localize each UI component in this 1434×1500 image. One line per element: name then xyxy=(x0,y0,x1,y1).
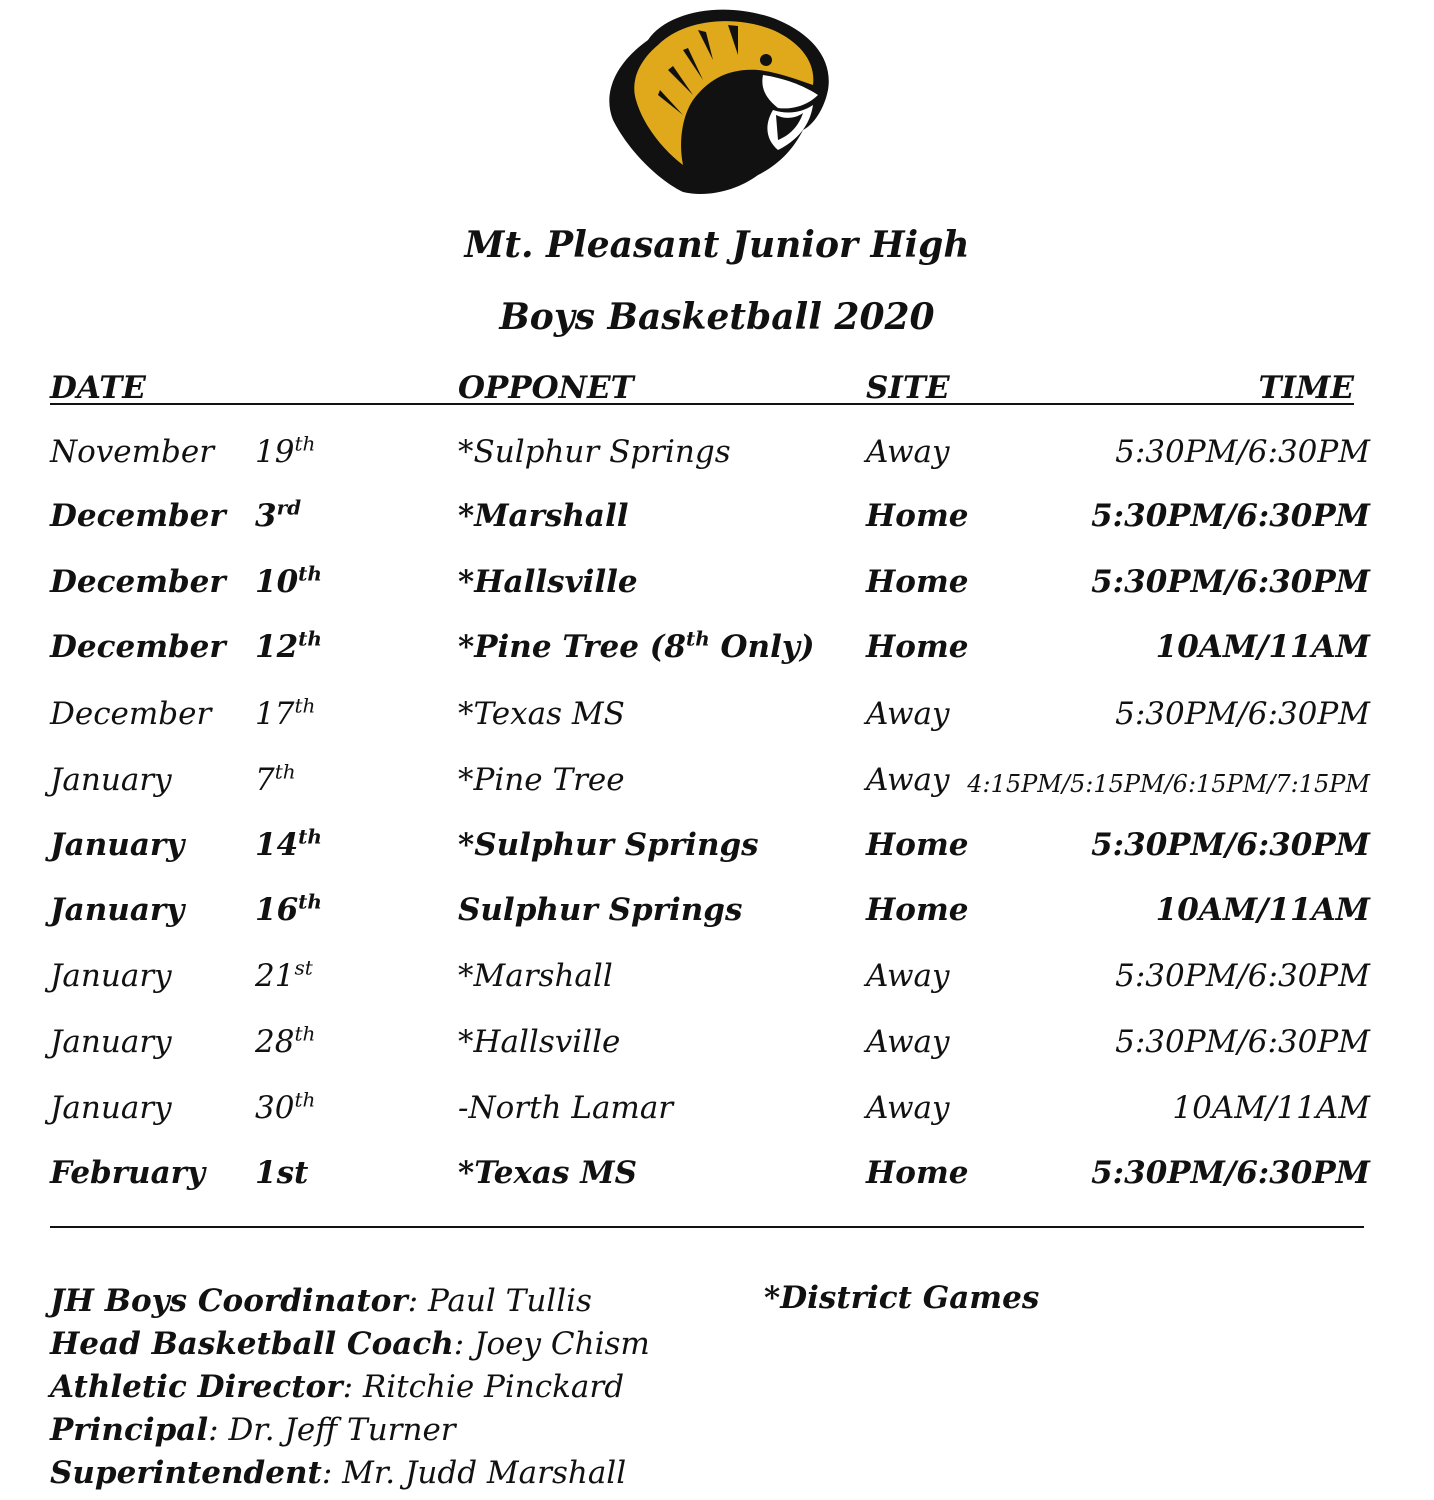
game-opponent xyxy=(458,892,742,928)
game-site: Home xyxy=(866,564,969,600)
game-site: Home xyxy=(866,498,969,534)
game-day-number: 19 xyxy=(255,434,295,470)
game-time: 5:30PM/6:30PM xyxy=(1091,827,1370,863)
game-day xyxy=(255,495,302,534)
game-day-suffix: th xyxy=(298,889,322,914)
game-day-suffix: th xyxy=(294,1087,316,1112)
staff-list xyxy=(50,1280,650,1495)
table-row xyxy=(0,619,1434,679)
game-month: December xyxy=(50,629,226,665)
table-row xyxy=(0,752,1434,812)
table-row xyxy=(0,424,1434,484)
opponent-name: *Hallsville xyxy=(458,564,638,600)
game-day-number: 16 xyxy=(255,892,299,928)
game-time: 4:15PM/5:15PM/6:15PM/7:15PM xyxy=(967,770,1370,798)
game-day xyxy=(255,889,322,928)
staff-line xyxy=(50,1452,650,1495)
staff-name: : Dr. Jeff Turner xyxy=(208,1412,456,1448)
game-opponent xyxy=(458,696,625,732)
game-month: January xyxy=(50,1090,172,1126)
game-time: 10AM/11AM xyxy=(1155,629,1370,665)
staff-name: : Mr. Judd Marshall xyxy=(321,1455,627,1491)
game-site: Away xyxy=(866,958,950,994)
game-day-suffix: th xyxy=(274,759,296,784)
header-underline xyxy=(50,403,1354,405)
game-day xyxy=(255,824,322,863)
game-site: Home xyxy=(866,629,969,665)
game-opponent xyxy=(458,498,629,534)
game-day-number: 12 xyxy=(255,629,299,665)
game-site: Away xyxy=(866,696,950,732)
game-day xyxy=(255,1021,316,1060)
game-opponent xyxy=(458,626,815,665)
opponent-name: -North Lamar xyxy=(458,1090,674,1126)
game-day xyxy=(255,1087,316,1126)
game-time: 5:30PM/6:30PM xyxy=(1091,1155,1370,1191)
staff-line xyxy=(50,1323,650,1366)
game-month: January xyxy=(50,827,185,863)
staff-line xyxy=(50,1366,650,1409)
opponent-name: *Pine Tree xyxy=(458,762,625,798)
game-month: December xyxy=(50,498,226,534)
table-row xyxy=(0,882,1434,942)
divider xyxy=(50,1226,1364,1228)
game-opponent xyxy=(458,827,759,863)
game-time: 5:30PM/6:30PM xyxy=(1115,958,1370,994)
table-row xyxy=(0,554,1434,614)
game-month: January xyxy=(50,762,172,798)
game-time: 5:30PM/6:30PM xyxy=(1115,1024,1370,1060)
game-day-number: 1st xyxy=(255,1155,309,1191)
game-site: Away xyxy=(866,1024,950,1060)
game-month: January xyxy=(50,958,172,994)
opponent-name: *Marshall xyxy=(458,958,613,994)
game-month: January xyxy=(50,892,185,928)
game-time: 5:30PM/6:30PM xyxy=(1091,564,1370,600)
opponent-name: *Sulphur Springs xyxy=(458,827,759,863)
table-row xyxy=(0,1014,1434,1074)
schedule-title: Boys Basketball 2020 xyxy=(499,296,935,338)
district-games-note: *District Games xyxy=(764,1280,1040,1316)
game-opponent xyxy=(458,1024,620,1060)
game-day xyxy=(255,561,322,600)
header-date: DATE xyxy=(50,370,146,406)
game-day-number: 17 xyxy=(255,696,295,732)
game-day-suffix: st xyxy=(294,955,313,980)
game-time: 10AM/11AM xyxy=(1172,1090,1370,1126)
game-site: Home xyxy=(866,1155,969,1191)
game-site: Home xyxy=(866,892,969,928)
game-day-number: 3 xyxy=(255,498,277,534)
staff-role: JH Boys Coordinator xyxy=(50,1283,408,1319)
table-row xyxy=(0,686,1434,746)
staff-name: : Paul Tullis xyxy=(407,1283,592,1319)
opponent-name: *Sulphur Springs xyxy=(458,434,731,470)
game-day xyxy=(255,759,296,798)
game-opponent xyxy=(458,958,613,994)
game-time: 10AM/11AM xyxy=(1155,892,1370,928)
header-time: TIME xyxy=(1258,370,1354,406)
staff-role: Head Basketball Coach xyxy=(50,1326,454,1362)
opponent-tail: Only) xyxy=(709,629,815,665)
game-day-suffix: th xyxy=(298,626,322,651)
staff-name: : Ritchie Pinckard xyxy=(342,1369,625,1405)
game-opponent xyxy=(458,762,625,798)
header-opponent: OPPONET xyxy=(458,370,634,406)
game-month: December xyxy=(50,564,226,600)
game-month: January xyxy=(50,1024,172,1060)
game-day xyxy=(255,955,313,994)
game-month: February xyxy=(50,1155,206,1191)
game-time: 5:30PM/6:30PM xyxy=(1115,696,1370,732)
game-month: December xyxy=(50,696,212,732)
game-day xyxy=(255,1155,308,1191)
game-day-number: 28 xyxy=(255,1024,295,1060)
game-day-suffix: th xyxy=(294,1021,316,1046)
game-day-number: 7 xyxy=(255,762,275,798)
opponent-sup: th xyxy=(685,626,710,651)
staff-role: Principal xyxy=(50,1412,209,1448)
staff-role: Superintendent xyxy=(50,1455,322,1491)
header-site: SITE xyxy=(866,370,950,406)
staff-line xyxy=(50,1409,650,1452)
game-day-suffix: rd xyxy=(276,495,302,520)
game-time: 5:30PM/6:30PM xyxy=(1091,498,1370,534)
game-site: Away xyxy=(866,1090,950,1126)
game-day-number: 21 xyxy=(255,958,295,994)
opponent-name: Sulphur Springs xyxy=(458,892,743,928)
game-day-number: 30 xyxy=(255,1090,295,1126)
table-row xyxy=(0,488,1434,548)
opponent-name: *Pine Tree (8 xyxy=(458,629,686,665)
game-day-suffix: th xyxy=(298,824,322,849)
table-row xyxy=(0,948,1434,1008)
game-day-number: 14 xyxy=(255,827,299,863)
game-opponent xyxy=(458,1090,673,1126)
opponent-name: *Texas MS xyxy=(458,696,625,732)
staff-name: : Joey Chism xyxy=(453,1326,650,1362)
game-month: November xyxy=(50,434,215,470)
opponent-name: *Texas MS xyxy=(458,1155,637,1191)
table-row xyxy=(0,1145,1434,1205)
tiger-head-logo xyxy=(588,0,838,200)
table-row xyxy=(0,817,1434,877)
school-title: Mt. Pleasant Junior High xyxy=(464,224,970,266)
table-row xyxy=(0,1080,1434,1140)
game-day-suffix: th xyxy=(294,431,316,456)
game-day xyxy=(255,626,322,665)
game-opponent xyxy=(458,1155,637,1191)
game-day xyxy=(255,431,316,470)
staff-role: Athletic Director xyxy=(50,1369,343,1405)
opponent-name: *Marshall xyxy=(458,498,629,534)
game-site: Away xyxy=(866,434,950,470)
staff-line xyxy=(50,1280,650,1323)
game-opponent xyxy=(458,434,731,470)
game-day-suffix: th xyxy=(298,561,322,586)
game-opponent xyxy=(458,564,638,600)
game-day-number: 10 xyxy=(255,564,299,600)
game-day xyxy=(255,693,316,732)
opponent-name: *Hallsville xyxy=(458,1024,621,1060)
game-site: Away xyxy=(866,762,950,798)
game-day-suffix: th xyxy=(294,693,316,718)
game-site: Home xyxy=(866,827,969,863)
game-time: 5:30PM/6:30PM xyxy=(1115,434,1370,470)
